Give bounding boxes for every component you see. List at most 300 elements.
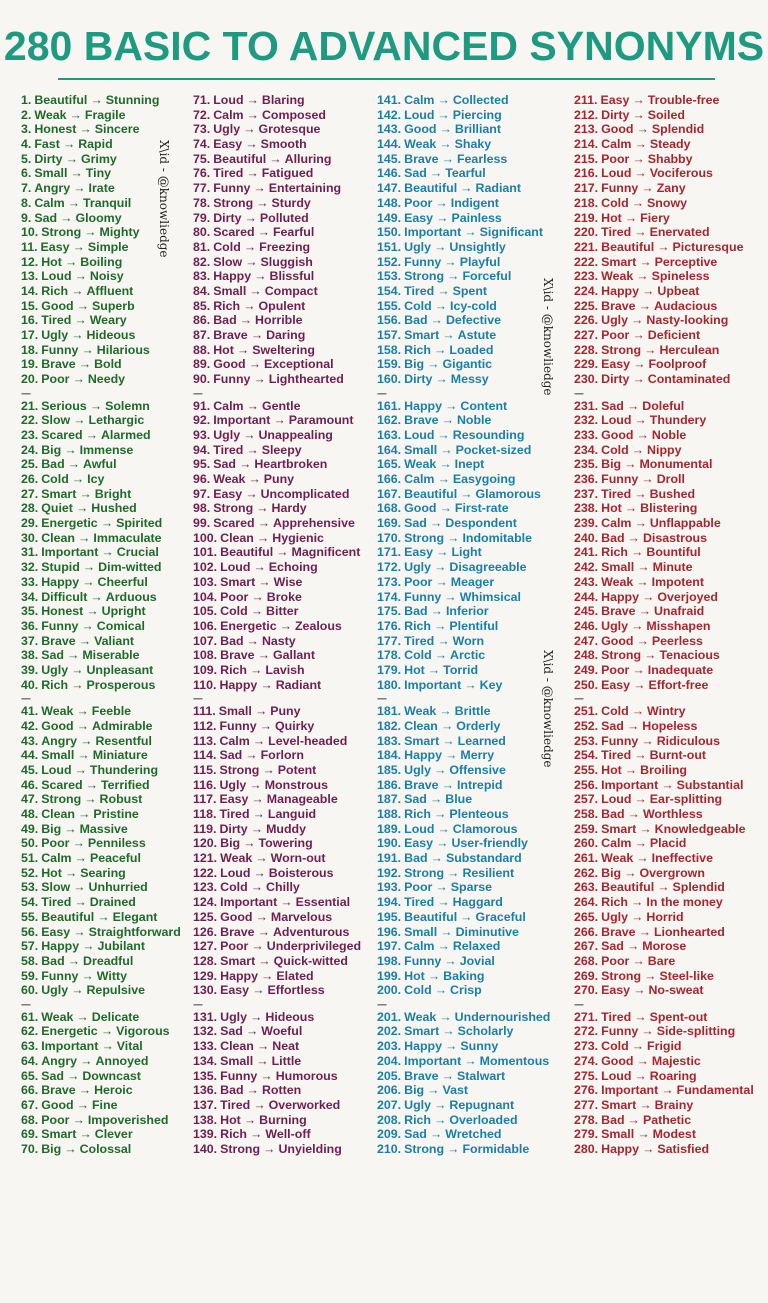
basic-word: Smart xyxy=(41,1127,77,1142)
entry-number: 121. xyxy=(193,851,218,866)
synonym-row xyxy=(574,925,766,940)
synonym-row xyxy=(377,778,569,793)
arrow-right-icon: → xyxy=(634,1009,647,1024)
arrow-right-icon: → xyxy=(439,1009,452,1024)
arrow-right-icon: → xyxy=(257,648,270,663)
entry-number: 192. xyxy=(377,865,402,880)
synonym-row xyxy=(193,357,375,372)
synonym-row xyxy=(574,152,766,167)
basic-word: Sad xyxy=(213,457,236,472)
arrow-right-icon: → xyxy=(256,530,270,545)
synonym-row xyxy=(21,343,189,358)
basic-word: Dirty xyxy=(34,151,63,166)
entry-number: 235. xyxy=(574,457,599,472)
basic-word: Tired xyxy=(404,633,435,648)
advanced-synonym: Intrepid xyxy=(456,777,503,792)
basic-word: Loud xyxy=(601,1068,632,1083)
advanced-synonym: Tranquil xyxy=(83,195,132,210)
advanced-synonym: Messy xyxy=(450,372,489,387)
basic-word: Scared xyxy=(41,777,83,792)
arrow-right-icon: → xyxy=(430,851,443,866)
advanced-synonym: Contaminated xyxy=(647,372,731,387)
basic-word: Beautiful xyxy=(34,93,88,107)
synonym-group xyxy=(193,704,375,998)
arrow-right-icon: → xyxy=(72,372,85,387)
entry-number: 183. xyxy=(377,733,402,748)
synonym-row xyxy=(574,663,766,678)
synonym-row xyxy=(193,634,375,649)
advanced-synonym: Scholarly xyxy=(457,1024,514,1039)
arrow-right-icon: → xyxy=(64,1141,77,1156)
entry-number: 48. xyxy=(21,807,39,821)
synonym-row xyxy=(377,634,569,649)
entry-number: 232. xyxy=(574,413,599,428)
arrow-right-icon: → xyxy=(260,677,273,692)
basic-word: Ugly xyxy=(219,777,247,792)
advanced-synonym: Overworked xyxy=(268,1097,341,1112)
arrow-right-icon: → xyxy=(71,283,84,298)
entry-number: 189. xyxy=(377,821,402,836)
synonym-group xyxy=(574,93,766,387)
synonym-row xyxy=(193,487,375,502)
advanced-synonym: Lionhearted xyxy=(653,924,725,939)
entry-number: 12. xyxy=(21,254,39,269)
entry-number: 126. xyxy=(193,924,218,939)
synonym-row xyxy=(377,1083,569,1098)
arrow-right-icon: → xyxy=(624,457,637,472)
advanced-synonym: Noble xyxy=(456,413,492,428)
entry-number: 255. xyxy=(574,762,599,777)
advanced-synonym: Upbeat xyxy=(657,283,700,298)
arrow-right-icon: → xyxy=(280,895,293,910)
entry-number: 102. xyxy=(193,560,218,575)
advanced-synonym: Pristine xyxy=(93,807,139,821)
entry-number: 253. xyxy=(574,733,599,748)
synonym-row xyxy=(574,983,766,998)
entry-number: 10. xyxy=(21,225,39,240)
basic-word: Calm xyxy=(601,516,632,531)
basic-word: Hot xyxy=(404,968,425,983)
entry-number: 41. xyxy=(21,704,39,719)
arrow-right-icon: → xyxy=(636,1053,649,1068)
arrow-right-icon: → xyxy=(243,427,256,442)
arrow-right-icon: → xyxy=(73,181,86,196)
advanced-synonym: Vast xyxy=(442,1083,468,1098)
arrow-right-icon: → xyxy=(437,93,450,107)
entry-number: 211. xyxy=(574,93,598,107)
arrow-right-icon: → xyxy=(76,718,89,733)
basic-word: Hot xyxy=(601,210,622,225)
synonym-row xyxy=(574,1083,766,1098)
synonym-row xyxy=(574,108,766,123)
arrow-right-icon: → xyxy=(657,880,670,895)
arrow-right-icon: → xyxy=(261,968,274,983)
advanced-synonym: Irate xyxy=(88,181,115,196)
basic-word: Brave xyxy=(404,1068,439,1083)
basic-word: Strong xyxy=(219,762,260,777)
basic-word: Smart xyxy=(404,1024,440,1039)
advanced-synonym: Blue xyxy=(445,792,473,807)
basic-word: Calm xyxy=(601,836,632,851)
advanced-synonym: Brilliant xyxy=(454,122,502,137)
advanced-synonym: Overjoyed xyxy=(657,589,718,604)
group-separator: --- xyxy=(574,691,583,706)
advanced-synonym: Disastrous xyxy=(642,530,707,545)
entry-number: 132. xyxy=(193,1024,218,1039)
entry-number: 92. xyxy=(193,413,211,428)
basic-word: Weak xyxy=(34,107,67,122)
entry-number: 252. xyxy=(574,718,599,733)
basic-word: Easy xyxy=(404,836,434,851)
advanced-synonym: Deficient xyxy=(647,328,701,342)
arrow-right-icon: → xyxy=(638,604,651,619)
basic-word: Smart xyxy=(404,733,440,748)
arrow-right-icon: → xyxy=(257,924,270,939)
basic-word: Energetic xyxy=(220,618,277,633)
group-separator: --- xyxy=(21,385,30,400)
entry-number: 35. xyxy=(21,604,39,619)
synonym-row xyxy=(21,866,189,881)
basic-word: Funny xyxy=(213,372,251,387)
arrow-right-icon: → xyxy=(76,1009,89,1024)
synonym-row xyxy=(21,619,189,634)
entry-number: 125. xyxy=(193,909,218,924)
entry-number: 188. xyxy=(377,807,402,821)
arrow-right-icon: → xyxy=(464,225,477,240)
arrow-right-icon: → xyxy=(430,604,443,619)
advanced-synonym: In the money xyxy=(646,895,723,910)
entry-number: 31. xyxy=(21,545,39,560)
arrow-right-icon: → xyxy=(439,457,452,472)
advanced-synonym: Hardy xyxy=(271,501,307,516)
arrow-right-icon: → xyxy=(434,648,448,663)
synonym-row xyxy=(574,516,766,531)
entry-number: 124. xyxy=(193,895,218,910)
entry-number: 219. xyxy=(574,210,599,225)
advanced-synonym: Level-headed xyxy=(268,733,348,748)
basic-word: Brave xyxy=(41,1083,76,1098)
arrow-right-icon: → xyxy=(626,939,640,954)
arrow-right-icon: → xyxy=(246,442,259,457)
advanced-synonym: Massive xyxy=(79,821,128,836)
entry-number: 135. xyxy=(193,1068,218,1083)
arrow-right-icon: → xyxy=(262,762,275,777)
basic-word: Energetic xyxy=(41,1024,98,1039)
basic-word: Good xyxy=(404,122,437,137)
entry-number: 247. xyxy=(574,633,599,648)
group-separator: --- xyxy=(377,996,386,1011)
synonym-row xyxy=(193,590,375,605)
advanced-synonym: Stalwart xyxy=(456,1068,506,1083)
basic-word: Strong xyxy=(404,865,445,880)
synonym-row xyxy=(193,181,375,196)
advanced-synonym: Downcast xyxy=(82,1068,141,1083)
synonym-row xyxy=(193,413,375,428)
synonym-row xyxy=(193,225,375,240)
synonym-row xyxy=(574,969,766,984)
entry-number: 122. xyxy=(193,865,218,880)
synonym-row xyxy=(574,763,766,778)
synonym-row xyxy=(21,1098,189,1113)
arrow-right-icon: → xyxy=(441,413,454,428)
synonym-row xyxy=(21,269,189,284)
basic-word: Cold xyxy=(601,1039,629,1054)
advanced-synonym: Substandard xyxy=(445,851,522,866)
advanced-synonym: Zealous xyxy=(294,618,342,633)
synonym-row xyxy=(377,516,569,531)
synonym-row xyxy=(21,969,189,984)
advanced-synonym: Noisy xyxy=(89,269,124,284)
basic-word: Easy xyxy=(219,792,249,807)
synonym-row xyxy=(574,954,766,969)
advanced-synonym: Immaculate xyxy=(93,530,162,545)
synonym-group xyxy=(574,704,766,998)
advanced-synonym: Vigorous xyxy=(116,1024,170,1039)
entry-number: 112. xyxy=(193,718,217,733)
arrow-right-icon: → xyxy=(71,983,84,998)
entry-number: 203. xyxy=(377,1039,402,1054)
synonym-row xyxy=(193,748,375,763)
basic-word: Smart xyxy=(601,821,637,836)
entry-number: 129. xyxy=(193,968,218,983)
basic-word: Easy xyxy=(600,93,630,107)
synonym-row xyxy=(574,619,766,634)
arrow-right-icon: → xyxy=(436,545,449,560)
basic-word: Easy xyxy=(404,210,434,225)
advanced-synonym: Monstrous xyxy=(264,777,329,792)
synonym-row xyxy=(193,108,375,123)
arrow-right-icon: → xyxy=(460,486,473,501)
basic-word: Loud xyxy=(601,792,632,807)
basic-word: Weak xyxy=(601,851,634,866)
advanced-synonym: Comical xyxy=(96,618,145,633)
advanced-synonym: Astute xyxy=(457,328,497,342)
advanced-synonym: Burnt-out xyxy=(649,748,707,763)
synonym-row xyxy=(193,299,375,314)
entry-number: 148. xyxy=(377,195,402,210)
entry-number: 116. xyxy=(193,777,217,792)
advanced-synonym: Solemn xyxy=(105,398,150,413)
advanced-synonym: Uncomplicated xyxy=(260,486,350,501)
synonym-row xyxy=(21,895,189,910)
advanced-synonym: Shabby xyxy=(647,151,693,166)
arrow-right-icon: → xyxy=(427,662,441,677)
arrow-right-icon: → xyxy=(637,1127,650,1142)
advanced-synonym: Disagreeable xyxy=(449,560,527,575)
entry-number: 100. xyxy=(193,530,218,545)
entry-number: 38. xyxy=(21,648,39,663)
entry-number: 40. xyxy=(21,677,39,692)
basic-word: Important xyxy=(404,1053,462,1068)
arrow-right-icon: → xyxy=(253,181,266,196)
advanced-synonym: Blaring xyxy=(261,93,305,107)
advanced-synonym: Cheerful xyxy=(97,574,148,589)
basic-word: Big xyxy=(404,1083,425,1098)
entry-number: 131. xyxy=(193,1009,218,1024)
entry-number: 218. xyxy=(574,195,599,210)
entry-number: 155. xyxy=(377,298,402,313)
advanced-synonym: Searing xyxy=(80,865,126,880)
advanced-synonym: Heroic xyxy=(94,1083,133,1098)
entry-number: 107. xyxy=(193,633,218,648)
entry-number: 261. xyxy=(574,851,599,866)
basic-word: Beautiful xyxy=(601,239,655,254)
synonym-row xyxy=(574,299,766,314)
synonym-column-2 xyxy=(193,93,375,1303)
arrow-right-icon: → xyxy=(634,516,647,531)
advanced-synonym: Tenacious xyxy=(659,648,720,663)
arrow-right-icon: → xyxy=(447,269,460,284)
synonym-row xyxy=(193,1113,375,1128)
arrow-right-icon: → xyxy=(245,137,258,152)
arrow-right-icon: → xyxy=(644,648,657,663)
arrow-right-icon: → xyxy=(427,968,441,983)
entry-number: 199. xyxy=(377,968,402,983)
advanced-synonym: Grimy xyxy=(80,151,117,166)
entry-number: 280. xyxy=(574,1141,599,1156)
basic-word: Tired xyxy=(404,895,435,910)
advanced-synonym: Collected xyxy=(452,93,509,107)
arrow-right-icon: → xyxy=(661,777,674,792)
basic-word: Funny xyxy=(404,254,442,269)
basic-word: Calm xyxy=(219,733,250,748)
advanced-synonym: Sluggish xyxy=(260,254,313,269)
advanced-synonym: Fearless xyxy=(456,151,508,166)
entry-number: 83. xyxy=(193,269,211,284)
entry-number: 213. xyxy=(574,122,599,137)
entry-number: 168. xyxy=(377,501,402,516)
advanced-synonym: Icy xyxy=(87,472,105,487)
arrow-right-icon: → xyxy=(437,633,450,648)
synonym-row xyxy=(21,575,189,590)
advanced-synonym: Awful xyxy=(83,457,117,472)
advanced-synonym: Needy xyxy=(87,372,126,387)
arrow-right-icon: → xyxy=(263,1141,276,1156)
entry-number: 178. xyxy=(377,648,402,663)
basic-word: Sad xyxy=(404,166,427,181)
arrow-right-icon: → xyxy=(433,342,447,357)
entry-number: 37. xyxy=(21,633,39,648)
arrow-right-icon: → xyxy=(276,545,289,560)
arrow-right-icon: → xyxy=(251,939,264,954)
synonym-row xyxy=(193,575,375,590)
advanced-synonym: Placid xyxy=(649,836,687,851)
arrow-right-icon: → xyxy=(433,762,447,777)
synonym-row xyxy=(377,1054,569,1069)
arrow-right-icon: → xyxy=(632,372,645,387)
arrow-right-icon: → xyxy=(644,342,657,357)
advanced-synonym: Resilient xyxy=(462,865,515,880)
synonym-row xyxy=(377,939,569,954)
arrow-right-icon: → xyxy=(642,589,655,604)
entry-number: 45. xyxy=(21,762,39,777)
basic-word: Sad xyxy=(601,718,624,733)
advanced-synonym: Meager xyxy=(450,574,495,589)
basic-word: Poor xyxy=(220,939,249,954)
synonym-group xyxy=(21,399,189,693)
synonym-row xyxy=(377,880,569,895)
advanced-synonym: Lighthearted xyxy=(268,372,344,387)
entry-number: 227. xyxy=(574,328,599,342)
synonym-row xyxy=(574,357,766,372)
basic-word: Important xyxy=(404,677,462,692)
advanced-synonym: Graceful xyxy=(475,909,526,924)
arrow-right-icon: → xyxy=(279,618,292,633)
basic-word: Rich xyxy=(601,895,628,910)
arrow-right-icon: → xyxy=(636,633,649,648)
arrow-right-icon: → xyxy=(246,1083,259,1098)
advanced-synonym: Gallant xyxy=(272,648,315,663)
advanced-synonym: Burning xyxy=(259,1112,307,1127)
arrow-right-icon: → xyxy=(634,225,647,240)
advanced-synonym: Nippy xyxy=(647,442,682,457)
entry-number: 9. xyxy=(21,210,32,225)
arrow-right-icon: → xyxy=(75,501,89,516)
basic-word: Cold xyxy=(220,604,248,619)
arrow-right-icon: → xyxy=(434,298,448,313)
basic-word: Bad xyxy=(404,851,428,866)
synonym-row xyxy=(193,866,375,881)
synonym-row xyxy=(377,152,569,167)
advanced-synonym: Weary xyxy=(89,313,127,328)
synonym-row xyxy=(21,428,189,443)
advanced-synonym: Arduous xyxy=(105,589,157,604)
basic-word: Dirty xyxy=(219,821,248,836)
entry-number: 120. xyxy=(193,836,218,851)
synonym-row xyxy=(193,255,375,270)
advanced-synonym: Roaring xyxy=(649,1068,697,1083)
synonym-row xyxy=(193,1010,375,1025)
entry-number: 248. xyxy=(574,648,599,663)
basic-word: Important xyxy=(601,777,659,792)
advanced-synonym: Icy-cold xyxy=(450,298,497,313)
advanced-synonym: Colossal xyxy=(79,1141,132,1156)
entry-number: 151. xyxy=(377,239,402,254)
advanced-synonym: Orderly xyxy=(456,718,501,733)
advanced-synonym: Polluted xyxy=(259,210,309,225)
synonym-row xyxy=(193,719,375,734)
arrow-right-icon: → xyxy=(435,372,448,387)
basic-word: Poor xyxy=(404,880,433,895)
arrow-right-icon: → xyxy=(441,777,454,792)
synonym-row xyxy=(377,457,569,472)
advanced-synonym: Haggard xyxy=(452,895,503,910)
synonym-row xyxy=(574,487,766,502)
synonym-row xyxy=(193,1098,375,1113)
advanced-synonym: Alarmed xyxy=(100,427,151,442)
arrow-right-icon: → xyxy=(624,865,637,880)
entry-number: 133. xyxy=(193,1039,218,1054)
advanced-synonym: Painless xyxy=(451,210,502,225)
advanced-synonym: Repugnant xyxy=(449,1097,515,1112)
entry-number: 136. xyxy=(193,1083,218,1098)
basic-word: Cold xyxy=(404,648,432,663)
entry-number: 34. xyxy=(21,589,39,604)
entry-number: 260. xyxy=(574,836,599,851)
arrow-right-icon: → xyxy=(437,895,450,910)
entry-number: 32. xyxy=(21,560,39,575)
synonym-row xyxy=(193,343,375,358)
advanced-synonym: Lavish xyxy=(265,662,305,677)
entry-number: 94. xyxy=(193,442,211,457)
synonym-row xyxy=(574,575,766,590)
entry-number: 99. xyxy=(193,516,211,531)
entry-number: 254. xyxy=(574,748,599,763)
basic-word: Happy xyxy=(404,1039,442,1054)
synonym-row xyxy=(193,501,375,516)
synonym-row xyxy=(574,807,766,822)
arrow-right-icon: → xyxy=(437,427,450,442)
